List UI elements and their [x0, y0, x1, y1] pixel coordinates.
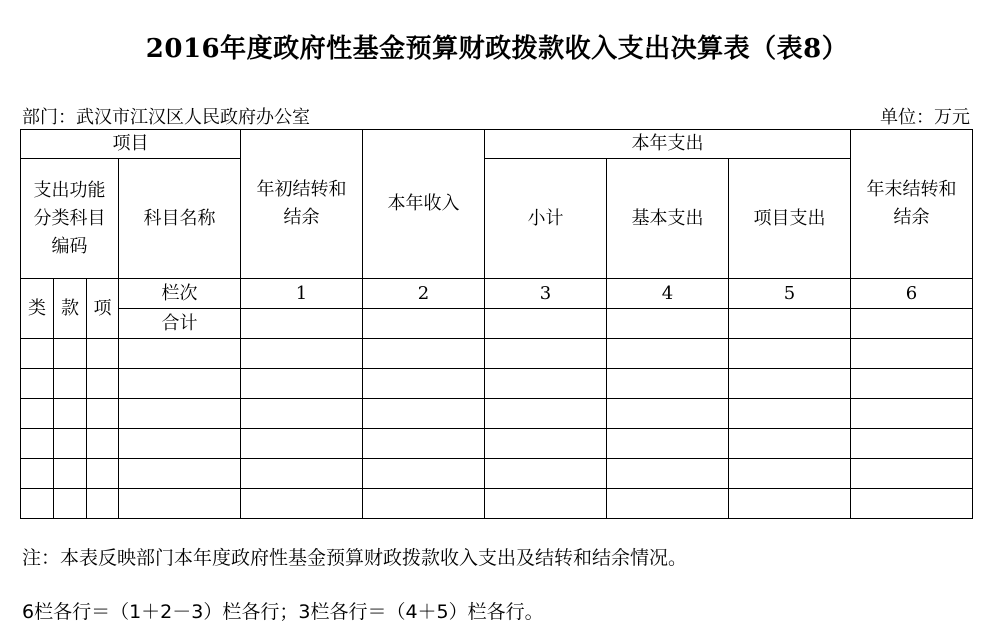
- table-cell: [729, 489, 851, 519]
- budget-table: [20, 129, 973, 519]
- table-cell: [851, 489, 973, 519]
- table-cell: [241, 399, 363, 429]
- table-cell: [607, 429, 729, 459]
- column-number-1: 1: [241, 279, 363, 309]
- table-row: [21, 489, 973, 519]
- table-cell: [87, 339, 119, 369]
- table-cell: [87, 459, 119, 489]
- table-cell: [119, 369, 241, 399]
- table-cell: [54, 429, 87, 459]
- header-end-balance: 年末结转和 结余: [851, 130, 973, 279]
- total-cell: [363, 309, 485, 339]
- table-cell: [54, 459, 87, 489]
- header-lanci: 栏次: [119, 279, 241, 309]
- table-cell: [87, 429, 119, 459]
- table-cell: [485, 369, 607, 399]
- table-cell: [54, 339, 87, 369]
- table-cell: [851, 399, 973, 429]
- table-cell: [607, 399, 729, 429]
- table-cell: [363, 369, 485, 399]
- header-kuan: 款: [54, 279, 87, 339]
- table-cell: [241, 429, 363, 459]
- column-number-6: 6: [851, 279, 973, 309]
- total-cell: [729, 309, 851, 339]
- column-number-3: 3: [485, 279, 607, 309]
- table-cell: [485, 489, 607, 519]
- table-row: [21, 459, 973, 489]
- table-cell: [87, 399, 119, 429]
- department-label: 部门：武汉市江汉区人民政府办公室: [22, 107, 310, 128]
- table-cell: [54, 489, 87, 519]
- table-cell: [729, 459, 851, 489]
- header-subtotal: 小计: [485, 159, 607, 279]
- table-cell: [119, 459, 241, 489]
- table-cell: [119, 429, 241, 459]
- table-row: [21, 369, 973, 399]
- table-cell: [363, 429, 485, 459]
- header-xiang: 项: [87, 279, 119, 339]
- total-cell: [241, 309, 363, 339]
- table-cell: [21, 459, 54, 489]
- table-cell: [241, 489, 363, 519]
- header-lei: 类: [21, 279, 54, 339]
- table-cell: [729, 369, 851, 399]
- table-cell: [851, 339, 973, 369]
- total-cell: [851, 309, 973, 339]
- table-cell: [851, 459, 973, 489]
- table-cell: [607, 339, 729, 369]
- column-number-5: 5: [729, 279, 851, 309]
- header-project-exp: 项目支出: [729, 159, 851, 279]
- table-cell: [21, 369, 54, 399]
- table-cell: [87, 489, 119, 519]
- table-cell: [119, 489, 241, 519]
- table-cell: [363, 489, 485, 519]
- table-row: [21, 339, 973, 369]
- header-row-1: [21, 130, 973, 159]
- page-title: 2016年度政府性基金预算财政拨款收入支出决算表（表8）: [145, 34, 849, 64]
- table-cell: [607, 489, 729, 519]
- header-expense-group: 本年支出: [485, 130, 851, 159]
- table-cell: [21, 489, 54, 519]
- table-cell: [241, 339, 363, 369]
- table-cell: [119, 339, 241, 369]
- table-cell: [485, 339, 607, 369]
- table-cell: [729, 339, 851, 369]
- header-func-code: 支出功能 分类科目 编码: [21, 159, 119, 279]
- table-cell: [485, 459, 607, 489]
- header-heji: 合计: [119, 309, 241, 339]
- table-cell: [363, 459, 485, 489]
- table-cell: [241, 459, 363, 489]
- table-cell: [241, 369, 363, 399]
- column-number-row: [21, 279, 973, 309]
- header-project: 项目: [21, 130, 241, 159]
- table-cell: [485, 429, 607, 459]
- table-cell: [363, 339, 485, 369]
- header-row-2: [21, 159, 973, 279]
- table-row: [21, 399, 973, 429]
- table-cell: [485, 399, 607, 429]
- column-number-4: 4: [607, 279, 729, 309]
- note-line-2: 6栏各行＝（1＋2－3）栏各行；3栏各行＝（4＋5）栏各行。: [22, 601, 544, 623]
- unit-label: 单位：万元: [880, 107, 970, 128]
- total-row: [21, 309, 973, 339]
- header-subject-name: 科目名称: [119, 159, 241, 279]
- table-cell: [851, 369, 973, 399]
- header-basic: 基本支出: [607, 159, 729, 279]
- table-cell: [21, 429, 54, 459]
- total-cell: [607, 309, 729, 339]
- header-begin-balance: 年初结转和 结余: [241, 130, 363, 279]
- table-cell: [21, 399, 54, 429]
- table-cell: [729, 429, 851, 459]
- table-cell: [607, 459, 729, 489]
- table-cell: [851, 429, 973, 459]
- column-number-2: 2: [363, 279, 485, 309]
- table-cell: [87, 369, 119, 399]
- table-cell: [119, 399, 241, 429]
- table-cell: [607, 369, 729, 399]
- table-cell: [729, 399, 851, 429]
- total-cell: [485, 309, 607, 339]
- note-line-1: 注：本表反映部门本年度政府性基金预算财政拨款收入支出及结转和结余情况。: [22, 547, 688, 569]
- table-row: [21, 429, 973, 459]
- table-cell: [54, 399, 87, 429]
- header-income: 本年收入: [363, 130, 485, 279]
- table-cell: [363, 399, 485, 429]
- table-cell: [21, 339, 54, 369]
- table-cell: [54, 369, 87, 399]
